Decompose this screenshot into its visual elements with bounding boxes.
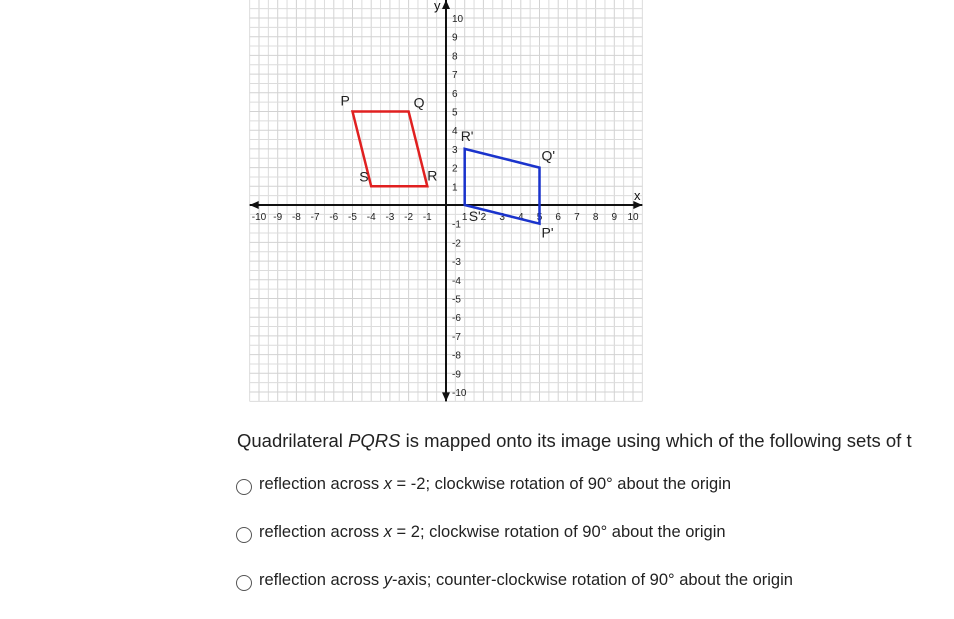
x-tick-label: 4 [518,212,524,223]
answer-options [236,471,793,615]
vertex-label: R [427,167,438,184]
y-tick-label: -1 [452,219,461,231]
x-tick-label: 1 [461,212,468,223]
y-tick-label: 2 [452,163,458,175]
radio-button[interactable] [236,575,252,591]
question-text: Quadrilateral PQRS is mapped onto its image using which of the following sets of t [237,430,912,451]
x-tick-label: 9 [611,212,618,223]
y-tick-label: 5 [452,107,458,119]
vertex-label: P' [541,224,554,241]
y-tick-label: 8 [452,51,458,63]
y-tick-label: -4 [452,275,461,287]
x-tick-label: -8 [291,212,301,223]
x-tick-label: 2 [480,212,487,223]
y-tick-label: -3 [452,257,461,269]
y-tick-label: 10 [452,14,464,25]
y-tick-label: -5 [452,294,461,306]
option-2[interactable] [236,519,793,545]
y-tick-label: -7 [452,331,461,343]
x-tick-label: -9 [273,212,283,223]
x-tick-label: -6 [329,212,339,223]
y-axis-arrow-top [442,0,450,9]
x-tick-label: -4 [366,212,376,223]
vertex-label: Q' [541,147,556,164]
x-tick-label: 5 [536,212,543,223]
x-tick-label: -1 [422,212,432,223]
y-axis-arrow-bottom [442,392,450,401]
y-tick-label: -2 [452,238,461,250]
x-tick-label: -5 [348,212,357,223]
radio-button[interactable] [236,527,252,543]
x-axis-arrow-left [250,201,259,209]
vertex-label: S [359,168,369,185]
x-tick-label: -3 [385,212,395,223]
y-tick-label: 3 [452,144,458,156]
x-tick-label: 10 [627,212,639,223]
y-tick-label: -9 [452,369,461,381]
option-label: reflection across x = 2; clockwise rotation of 90° about the origin [259,522,726,541]
option-1[interactable] [236,471,793,497]
x-tick-label: 7 [574,212,580,223]
y-tick-label: -8 [452,350,461,362]
y-tick-label: 4 [452,126,458,138]
x-tick-label: 6 [555,212,561,223]
y-tick-label: 9 [452,32,458,44]
x-tick-label: 8 [592,212,599,223]
vertex-label: P [340,92,350,109]
x-tick-label: -2 [404,212,414,223]
y-tick-label: -6 [452,313,461,325]
radio-button[interactable] [236,479,252,495]
option-3[interactable] [236,567,793,593]
x-tick-label: -7 [310,212,320,223]
vertex-label: R' [460,127,474,144]
y-tick-label: 1 [452,182,458,194]
y-axis-label: y [434,0,441,13]
option-label: reflection across x = -2; clockwise rotation of 90° about the origin [259,474,732,493]
option-label: reflection across y-axis; counter-clockwise rotation of 90° about the origin [259,570,793,589]
figure-name: PQRS [348,430,401,451]
y-tick-label: 6 [452,88,458,100]
x-axis-label: x [634,188,641,203]
y-tick-label: 7 [452,70,458,82]
y-tick-label: -10 [452,388,467,399]
vertex-label: S' [468,208,481,224]
x-tick-label: -10 [251,212,267,223]
vertex-label: Q [413,94,425,111]
x-tick-label: 3 [499,212,505,223]
